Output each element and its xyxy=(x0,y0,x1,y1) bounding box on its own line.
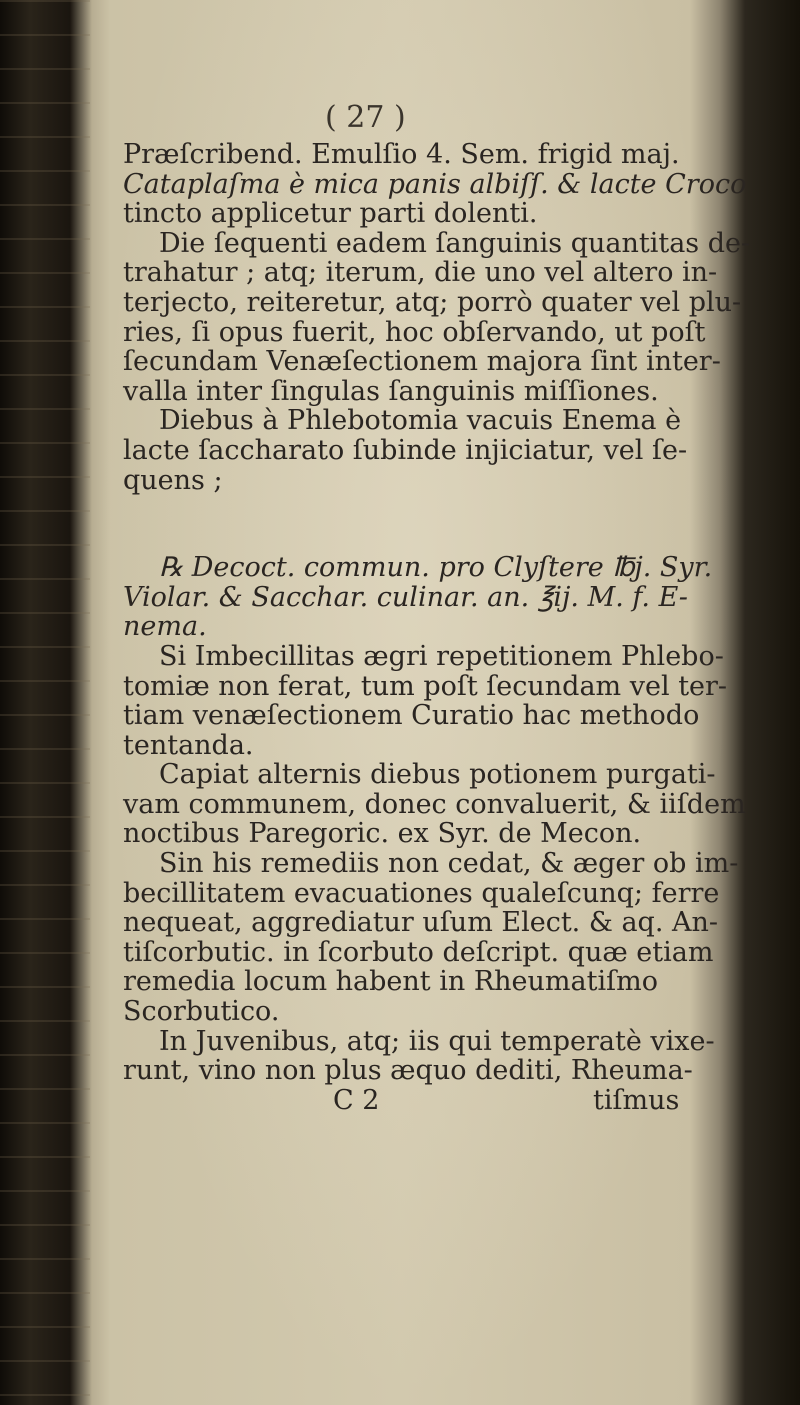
text-line: tiſcorbutic. in ſcorbuto deſcript. quæ etiam xyxy=(123,936,714,968)
text-line: Præſcribend. Emulſio 4. Sem. frigid maj. xyxy=(123,139,680,170)
text-line: Cataplaſma è mica panis albiſſ. & lacte Croco xyxy=(123,168,747,200)
page-number: ( 27 ) xyxy=(325,100,406,135)
text-line: Violar. & Sacchar. culinar. an. ℥ij. M. f. E- xyxy=(123,581,688,613)
text-line: ries, ſi opus fuerit, hoc obſervando, ut poſt xyxy=(123,316,706,348)
text-line: Capiat alternis diebus potionem purgati- xyxy=(159,759,716,791)
text-line: vam communem, donec convaluerit, & iiſdem xyxy=(123,788,746,820)
text-line: Diebus à Phlebotomia vacuis Enema è xyxy=(159,405,682,437)
signature-mark: C 2 xyxy=(333,1084,380,1116)
text-line: nequeat, aggrediatur uſum Elect. & aq. An- xyxy=(123,907,719,939)
text-line: tomiæ non ferat, tum poſt ſecundam vel ter- xyxy=(123,670,728,702)
text-line: Scorbutico. xyxy=(123,996,280,1028)
text-line: becillitatem evacuationes qualeſcunq; ferre xyxy=(123,877,720,909)
text-line: valla inter ſingulas ſanguinis miſſiones. xyxy=(123,375,659,407)
text-line: nema. xyxy=(123,611,207,643)
text-line: Die ſequenti eadem ſanguinis quantitas de- xyxy=(159,227,751,259)
text-line: runt, vino non plus æquo dediti, Rheuma- xyxy=(123,1055,693,1087)
text-line: tentanda. xyxy=(123,729,254,761)
text-line: remedia locum habent in Rheumatiſmo xyxy=(123,966,658,998)
text-line: Sin his remediis non cedat, & æger ob im- xyxy=(159,848,739,880)
footer-line xyxy=(123,1086,693,1116)
text-line: Si Imbecillitas ægri repetitionem Phlebo- xyxy=(159,640,724,672)
text-line: tiam venæſectionem Curatio hac methodo xyxy=(123,700,700,732)
text-line: ſecundam Venæſectionem majora ſint inter- xyxy=(123,346,721,378)
catchword: tiſmus xyxy=(593,1084,680,1116)
page-text xyxy=(123,139,751,1116)
text-line: noctibus Paregoric. ex Syr. de Mecon. xyxy=(123,818,642,850)
text-line: terjecto, reiteretur, atq; porrò quater vel plu- xyxy=(123,286,742,318)
text-line: ℞ Decoct. commun. pro Clyſtere ℔j. Syr. xyxy=(159,552,713,584)
text-line: trahatur ; atq; iterum, die uno vel altero in- xyxy=(123,257,718,289)
text-line: lacte ſaccharato ſubinde injiciatur, vel ſe- xyxy=(123,434,688,466)
text-line: tincto applicetur parti dolenti. xyxy=(123,198,538,230)
text-line: quens ; xyxy=(123,464,223,496)
book-page xyxy=(95,0,751,1405)
text-line: In Juvenibus, atq; iis qui temperatè vixe- xyxy=(159,1025,715,1057)
facing-page-edge xyxy=(0,0,90,1405)
